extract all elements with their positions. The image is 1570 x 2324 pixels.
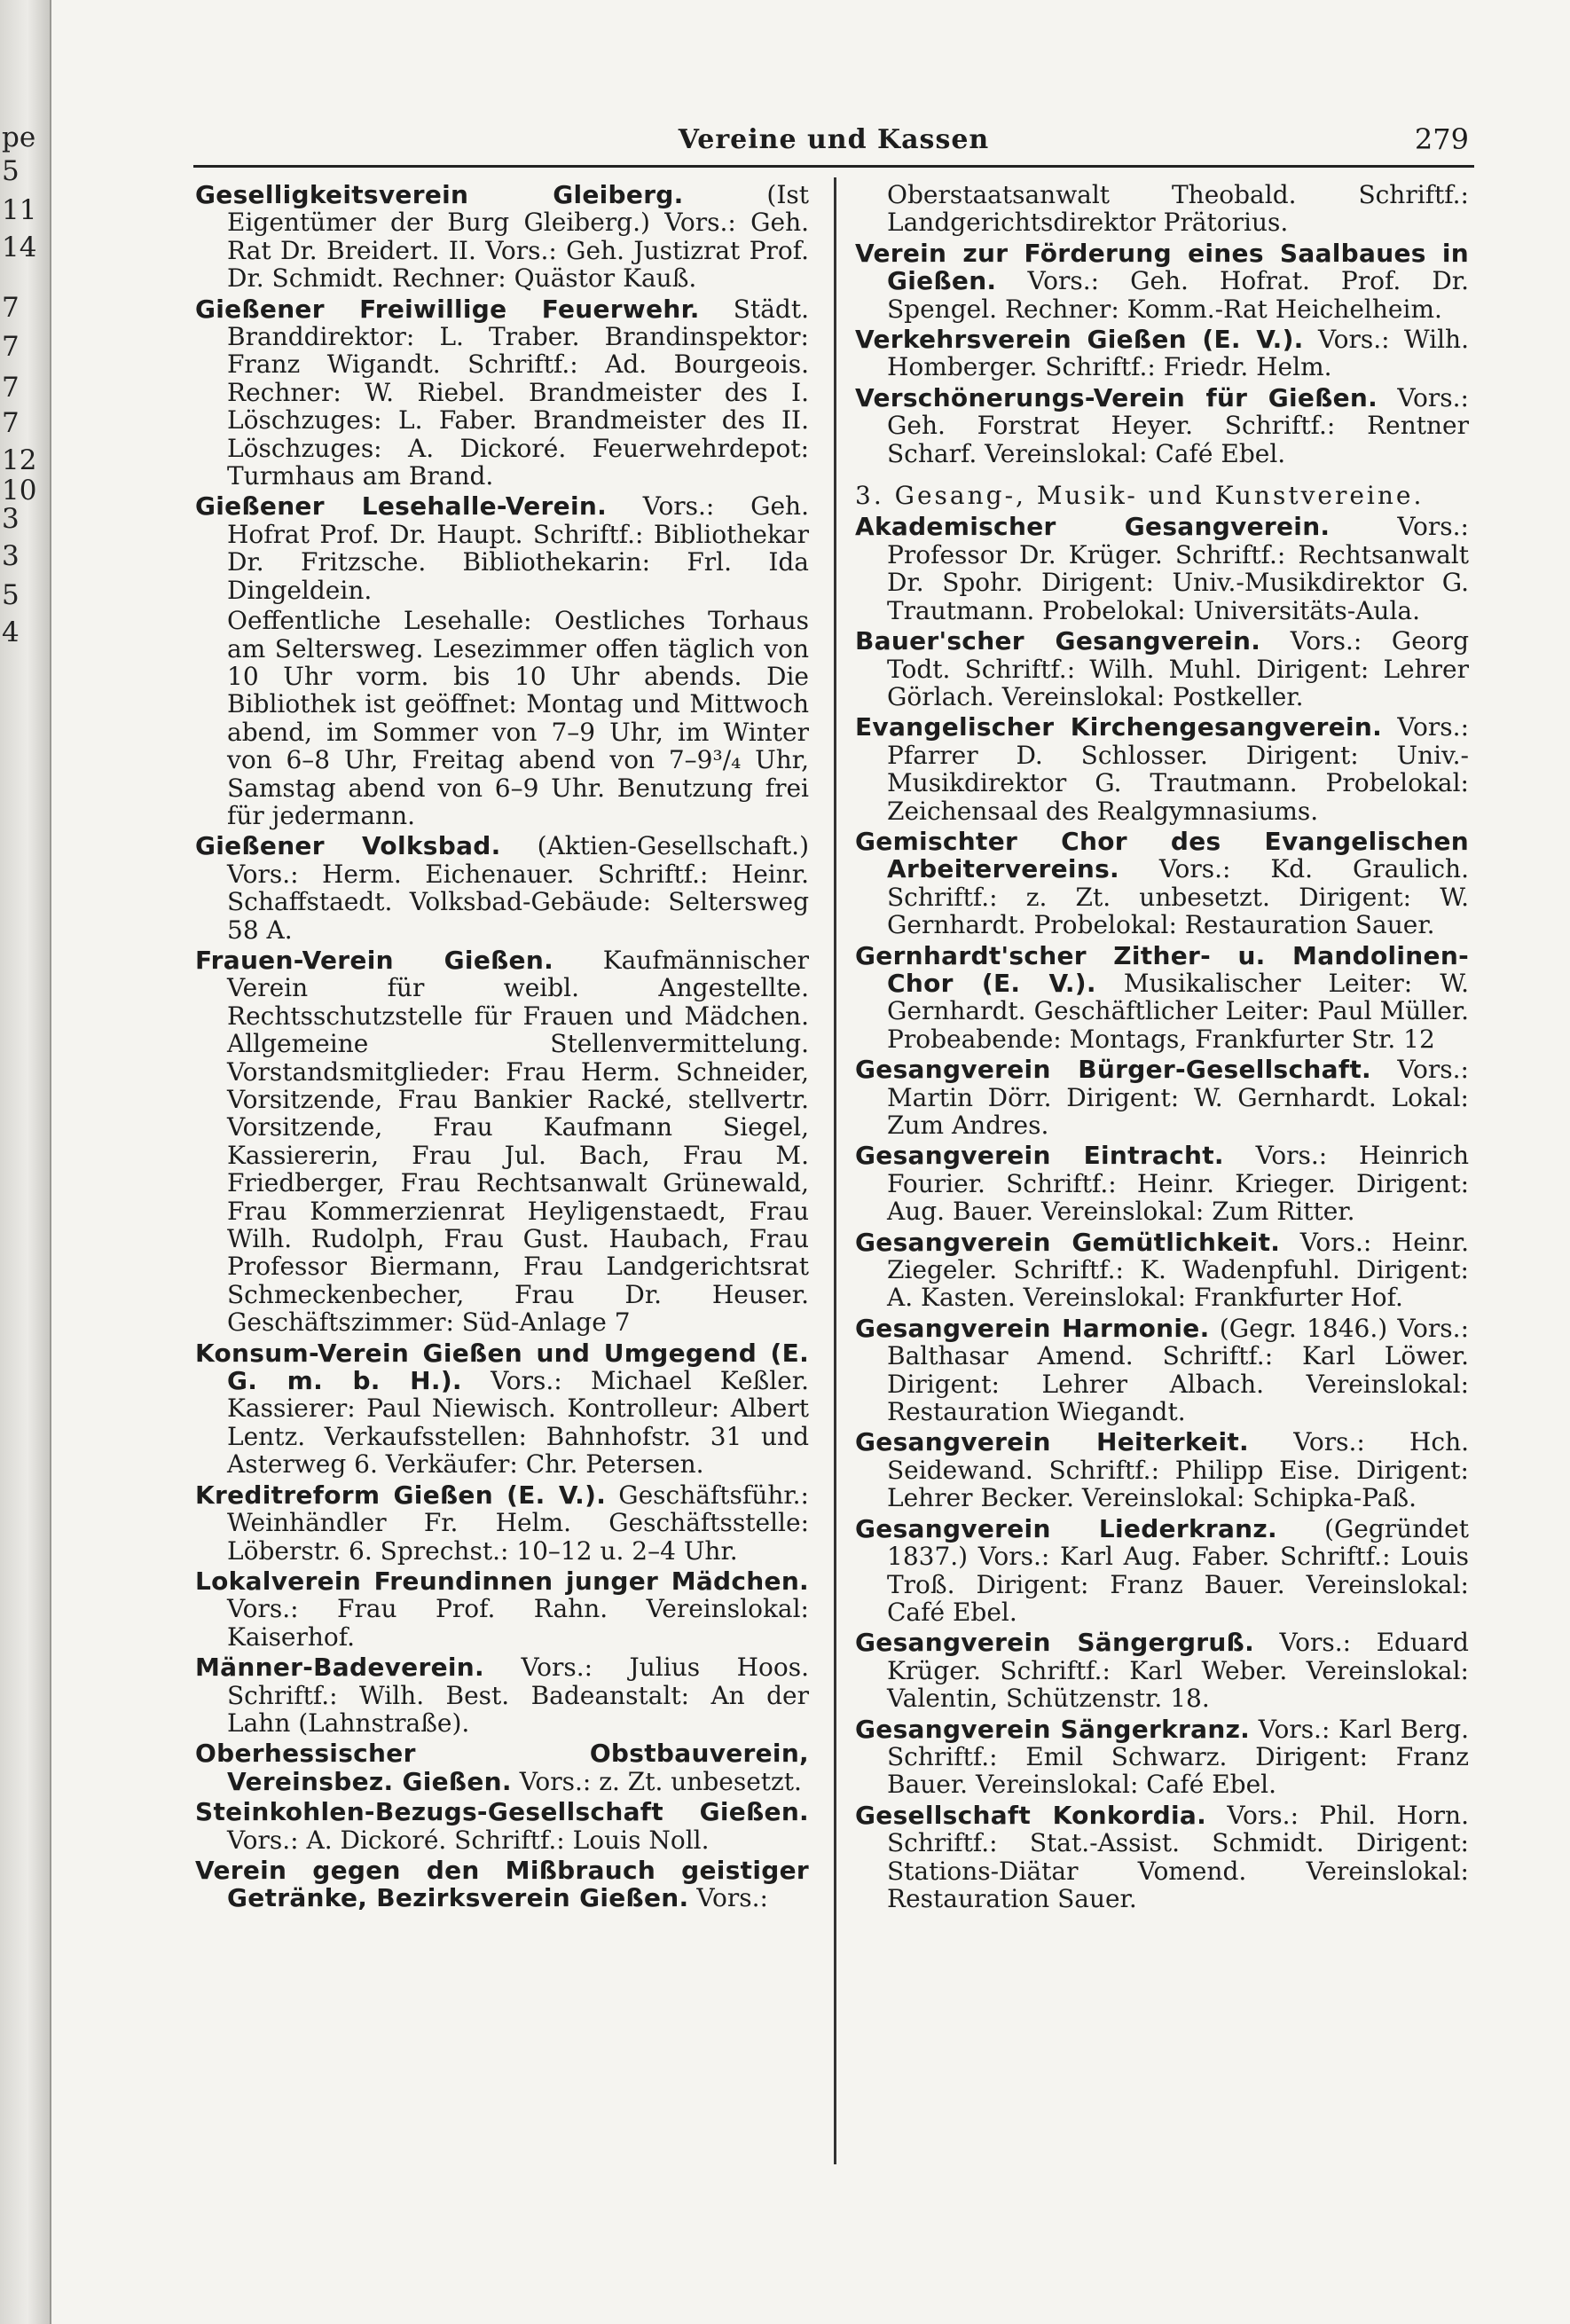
entry-name: Oberhessischer Obstbauverein, Vereinsbez. Gießen.	[195, 1739, 809, 1796]
previous-page-fragment: 12	[2, 444, 37, 476]
entry-text: Vors.: z. Zt. unbesetzt.	[519, 1766, 802, 1796]
entry-text: Vors.: Martin Dörr. Dirigent: W. Gernhardt. Lokal: Zum Andres.	[887, 1055, 1469, 1140]
entry-text: Vors.: Georg Todt. Schriftf.: Wilh. Muhl. Dirigent: Lehrer Görlach. Vereinslokal: Postkeller.	[887, 626, 1469, 711]
entry-text: Geschäftsführ.: Weinhändler Fr. Helm. Geschäftsstelle: Löberstr. 6. Sprechst.: 10–12 u. 2–4 Uhr.	[227, 1480, 809, 1566]
directory-entry	[855, 1629, 1469, 1712]
entry-text: Vors.: Geh. Forstrat Heyer. Schriftf.: Rentner Scharf. Vereinslokal: Café Ebel.	[887, 382, 1469, 468]
page-number: 279	[1414, 122, 1469, 156]
entry-name: Akademischer Gesangverein.	[855, 512, 1331, 542]
directory-entry	[855, 326, 1469, 381]
entry-name: Steinkohlen-Bezugs-Gesellschaft Gießen.	[195, 1797, 809, 1827]
directory-entry	[855, 513, 1469, 624]
directory-entry	[195, 832, 809, 944]
entry-text: Vors.: Wilh. Homberger. Schriftf.: Friedr. Helm.	[887, 325, 1469, 382]
entry-text: Vors.: Michael Keßler. Kassierer: Paul Niewisch. Kontrolleur: Albert Lentz. Verkaufsstellen: Bahnhofstr. 31 und Asterweg 6. Verkäufer: Chr. Petersen.	[227, 1366, 809, 1480]
previous-page-fragment: 3	[2, 503, 20, 535]
directory-entry	[855, 1802, 1469, 1913]
directory-entry	[855, 828, 1469, 939]
entry-name: Männer-Badeverein.	[195, 1653, 484, 1683]
previous-page-fragment: pe	[2, 122, 36, 153]
entry-text: Vors.: Professor Dr. Krüger. Schriftf.: Rechtsanwalt Dr. Spohr. Dirigent: Univ.-Musikdirektor G. Trautmann. Probelokal: Universitäts-Aula.	[887, 512, 1469, 625]
directory-entry	[855, 1428, 1469, 1511]
header-title: Vereine und Kassen	[678, 124, 990, 155]
entry-name: Verein gegen den Mißbrauch geistiger Getränke, Bezirksverein Gießen.	[195, 1855, 809, 1913]
entry-name: Gernhardt'scher Zither- u. Mandolinen-Chor (E. V.).	[855, 940, 1469, 998]
directory-entry	[195, 607, 809, 829]
previous-page-fragment: 3	[2, 540, 20, 572]
previous-page-fragment: 11	[2, 194, 37, 226]
directory-entry	[195, 1481, 809, 1565]
previous-page-fragment: 5	[2, 155, 20, 187]
entry-name: Verschönerungs-Verein für Gießen.	[855, 382, 1378, 412]
directory-entry	[855, 1716, 1469, 1799]
right-entries-before	[855, 239, 1469, 467]
entry-name: Gesangverein Heiterkeit.	[855, 1427, 1249, 1457]
entry-name: Verkehrsverein Gießen (E. V.).	[855, 325, 1304, 355]
directory-entry	[855, 1229, 1469, 1312]
entry-text: Vors.: Julius Hoos. Schriftf.: Wilh. Best. Badeanstalt: An der Lahn (Lahnstraße).	[227, 1653, 809, 1738]
entry-name: Evangelischer Kirchengesangverein.	[855, 712, 1383, 742]
directory-entry	[855, 1142, 1469, 1225]
previous-page-fragment: 5	[2, 579, 20, 611]
directory-entry	[855, 627, 1469, 711]
directory-entry	[855, 1056, 1469, 1139]
directory-entry	[195, 1798, 809, 1854]
entry-text: Vors.: Kd. Graulich. Schriftf.: z. Zt. unbesetzt. Dirigent: W. Gernhardt. Probelokal: Restauration Sauer.	[887, 854, 1469, 940]
right-entries-after	[855, 513, 1469, 1912]
entry-name: Kreditreform Gießen (E. V.).	[195, 1480, 607, 1510]
previous-page-fragment: 4	[2, 616, 20, 648]
directory-entry	[195, 1653, 809, 1737]
entry-name: Gesangverein Eintracht.	[855, 1141, 1224, 1171]
entry-text: Vors.: Pfarrer D. Schlosser. Dirigent: Univ.-Musikdirektor G. Trautmann. Probelokal: Zeichensaal des Realgymnasiums.	[887, 712, 1470, 826]
entry-name: Bauer'scher Gesangverein.	[855, 626, 1261, 656]
entry-text: (Gegründet 1837.) Vors.: Karl Aug. Faber. Schriftf.: Louis Troß. Dirigent: Franz Bauer. Vereinslokal: Café Ebel.	[887, 1513, 1469, 1627]
directory-entry	[195, 946, 809, 1337]
directory-entry	[195, 1567, 809, 1651]
entry-name: Gießener Lesehalle-Verein.	[195, 491, 608, 522]
entry-text: Vors.: Karl Berg. Schriftf.: Emil Schwarz. Dirigent: Franz Bauer. Vereinslokal: Café Ebel.	[887, 1714, 1470, 1800]
entry-text: (Aktien-Gesellschaft.) Vors.: Herm. Eichenauer. Schriftf.: Heinr. Schaffstaedt. Volksbad-Gebäude: Seltersweg 58 A.	[227, 831, 809, 945]
directory-entry	[195, 1739, 809, 1795]
entry-name: Gesangverein Sängerkranz.	[855, 1714, 1251, 1744]
entry-text: Oeffentliche Lesehalle: Oestliches Torhaus am Seltersweg. Lesezimmer offen täglich von 10 Uhr vorm. bis 10 Uhr abends. Die Bibliothek ist geöffnet: Montag und Mittwoch abend, im Sommer von 7–9 Uhr, im Winter von 6–8 Uhr, Freitag abend von 7–9³/₄ Uhr, Samstag abend von 6–9 Uhr. Benutzung frei für jedermann.	[227, 606, 809, 830]
directory-entry	[195, 181, 809, 293]
entry-text: Kaufmännischer Verein für weibl. Angestellte. Rechtsschutzstelle für Frauen und Mädchen. Allgemeine Stellenvermittelung. Vorstandsmitglieder: Frau Herm. Schneider, Vorsitzende, Frau Bankier Racké, stellvertr. Vorsitzende, Frau Kaufmann Siegel, Kassiererin, Frau Jul. Bach, Frau M. Friedberger, Frau Rechtsanwalt Grünewald, Frau Kommerzienrat Heyligenstaedt, Frau Wilh. Rudolph, Frau Gust. Haubach, Frau Professor Biermann, Frau Landgerichtsrat Schmeckenbecher, Frau Dr. Heuser. Geschäftszimmer: Süd-Anlage 7	[227, 945, 809, 1338]
entry-name: Verein zur Förderung eines Saalbaues in Gießen.	[855, 238, 1469, 296]
entry-name: Gießener Freiwillige Feuerwehr.	[195, 294, 700, 324]
directory-entry	[855, 713, 1469, 825]
entry-name: Gesangverein Sängergruß.	[855, 1628, 1255, 1658]
entry-name: Frauen-Verein Gießen.	[195, 945, 554, 975]
entry-name: Gesangverein Bürger-Gesellschaft.	[855, 1055, 1371, 1085]
entry-name: Gesellschaft Konkordia.	[855, 1800, 1207, 1830]
entry-text: Vors.: Hch. Seidewand. Schriftf.: Philipp Eise. Dirigent: Lehrer Becker. Vereinslokal: Schipka-Paß.	[887, 1427, 1469, 1513]
directory-entry	[855, 942, 1469, 1054]
entry-text: (Ist Eigentümer der Burg Gleiberg.) Vors.: Geh. Rat Dr. Breidert. II. Vors.: Geh. Justizrat Prof. Dr. Schmidt. Rechner: Quästor Kauß.	[227, 180, 810, 294]
running-header	[193, 124, 1474, 168]
entry-text: Vors.: Phil. Horn. Schriftf.: Stat.-Assist. Schmidt. Dirigent: Stations-Diätar Vomend. Vereinslokal: Restauration Sauer.	[887, 1800, 1469, 1913]
continuation-text: Oberstaatsanwalt Theobald. Schriftf.: Landgerichtsdirektor Prätorius.	[887, 180, 1469, 238]
entry-name: Gießener Volksbad.	[195, 831, 501, 861]
entry-text: Vors.: Heinr. Ziegeler. Schriftf.: K. Wadenpfuhl. Dirigent: A. Kasten. Vereinslokal: Frankfurter Hof.	[887, 1227, 1469, 1313]
entry-text: Vors.:	[696, 1883, 768, 1913]
entry-text: Vors.: A. Dickoré. Schriftf.: Louis Noll.	[227, 1825, 710, 1855]
column-divider	[834, 177, 836, 2164]
section-heading: 3. Gesang-, Musik- und Kunstvereine.	[855, 481, 1425, 511]
previous-page-fragment: 7	[2, 292, 20, 324]
directory-entry	[855, 1515, 1469, 1627]
previous-page-fragment: 10	[2, 475, 37, 506]
previous-page-fragment: 14	[2, 232, 37, 263]
left-column	[195, 181, 809, 1915]
entry-text: Musikalischer Leiter: W. Gernhardt. Geschäftlicher Leiter: Paul Müller. Probeabende: Montags, Frankfurter Str. 12	[887, 968, 1469, 1054]
entry-name: Gemischter Chor des Evangelischen Arbeitervereins.	[855, 826, 1469, 884]
entry-text: Städt. Branddirektor: L. Traber. Brandinspektor: Franz Wigandt. Schriftf.: Ad. Bourgeois. Rechner: W. Riebel. Brandmeister des I. Löschzuges: L. Faber. Brandmeister des II. Löschzuges: A. Dickoré. Feuerwehrdepot: Turmhaus am Brand.	[227, 294, 809, 491]
previous-page-fragment: 7	[2, 407, 20, 439]
directory-entry	[195, 1857, 809, 1912]
entry-text: Vors.: Frau Prof. Rahn. Vereinslokal: Kaiserhof.	[227, 1594, 809, 1652]
entry-text: Vors.: Geh. Hofrat. Prof. Dr. Spengel. Rechner: Komm.-Rat Heichelheim.	[887, 266, 1469, 324]
entry-text: (Gegr. 1846.) Vors.: Balthasar Amend. Schriftf.: Karl Löwer. Dirigent: Lehrer Albach. Vereinslokal: Restauration Wiegandt.	[887, 1313, 1470, 1427]
directory-entry	[855, 239, 1469, 323]
entry-name: Gesangverein Harmonie.	[855, 1313, 1210, 1343]
entry-text: Vors.: Geh. Hofrat Prof. Dr. Haupt. Schriftf.: Bibliothekar Dr. Fritzsche. Bibliothekarin: Frl. Ida Dingeldein.	[227, 491, 809, 605]
entry-name: Gesangverein Gemütlichkeit.	[855, 1227, 1281, 1257]
entry-name: Lokalverein Freundinnen junger Mädchen.	[195, 1566, 809, 1596]
entry-text: Vors.: Heinrich Fourier. Schriftf.: Heinr. Krieger. Dirigent: Aug. Bauer. Vereinslokal: Zum Ritter.	[887, 1141, 1469, 1227]
right-column	[855, 181, 1469, 1915]
previous-page-fragment: 7	[2, 372, 20, 404]
directory-entry	[195, 1339, 809, 1479]
entry-name: Geselligkeitsverein Gleiberg.	[195, 180, 684, 209]
entry-name: Konsum-Verein Gießen und Umgegend (E. G. m. b. H.).	[195, 1338, 809, 1396]
directory-entry	[195, 295, 809, 491]
directory-entry	[855, 1315, 1469, 1426]
previous-page-edge	[0, 0, 51, 2324]
previous-page-fragment: 7	[2, 331, 20, 363]
entry-name: Gesangverein Liederkranz.	[855, 1513, 1277, 1543]
directory-entry	[195, 492, 809, 604]
directory-entry	[855, 384, 1469, 467]
entry-text: Vors.: Eduard Krüger. Schriftf.: Karl Weber. Vereinslokal: Valentin, Schützenstr. 18.	[887, 1628, 1469, 1714]
